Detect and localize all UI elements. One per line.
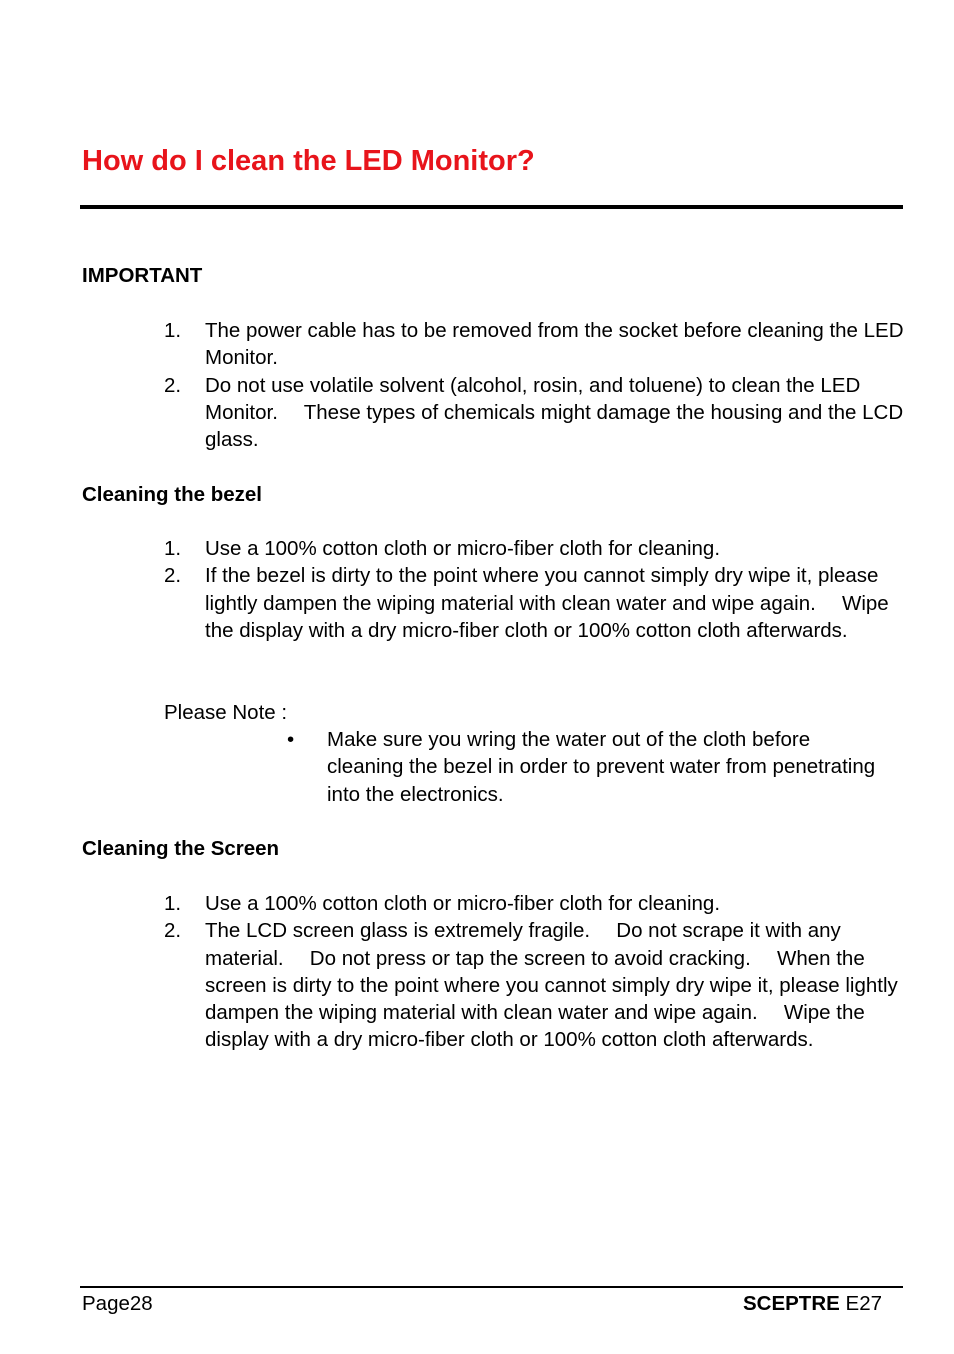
list-number: 1. [164, 319, 182, 342]
footer-divider [80, 1286, 903, 1288]
list-number: 2. [164, 373, 182, 397]
section-heading-important: IMPORTANT [82, 264, 203, 287]
list-text: The power cable has to be removed from the socket before cleaning the LED Monitor. [205, 319, 904, 370]
note-bullets [287, 726, 887, 808]
footer-brand-model [743, 1292, 882, 1316]
list-text: Do not use volatile solvent (alcohol, rosin, and toluene) to clean the LED Monitor. These types of chemicals might damage the housing and the LCD glass. [205, 373, 904, 452]
list-number: 1. [164, 892, 182, 915]
list-number: 2. [164, 919, 182, 943]
section-heading-screen: Cleaning the Screen [82, 837, 280, 860]
title-divider [80, 205, 903, 209]
list-item [164, 372, 909, 454]
section-heading-bezel: Cleaning the bezel [82, 483, 262, 506]
list-text: Use a 100% cotton cloth or micro-fiber cloth for cleaning. [205, 537, 721, 560]
page-title: How do I clean the LED Monitor? [82, 145, 535, 177]
list-number: 1. [164, 537, 182, 560]
bullet-icon: • [287, 728, 295, 751]
screen-list [164, 890, 909, 1054]
page-number: Page28 [82, 1292, 153, 1315]
list-item [164, 890, 909, 917]
important-list [164, 317, 909, 453]
list-number: 2. [164, 564, 182, 588]
list-item [164, 562, 909, 644]
model-name: E27 [845, 1292, 882, 1315]
list-item [164, 535, 909, 562]
list-text: The LCD screen glass is extremely fragile. Do not scrape it with any material. Do not press or tap the screen to avoid cracking. When the screen is dirty to the point where you cannot simply dry wipe it, please lightly dampen the wiping material with clean water and wipe again. Wipe the display with a dry micro-fiber cloth or 100% cotton cloth afterwards. [205, 919, 898, 1052]
list-item [164, 917, 909, 1053]
bullet-text: Make sure you wring the water out of the cloth before cleaning the bezel in order to prevent water from penetrating into the electronics. [327, 728, 876, 806]
bullet-item [287, 726, 887, 808]
list-text: If the bezel is dirty to the point where you cannot simply dry wipe it, please lightly dampen the wiping material with clean water and wipe again. Wipe the display with a dry micro-fiber cloth or 100% cotton cloth afterwards. [205, 564, 889, 642]
brand-name: SCEPTRE [742, 1292, 840, 1315]
bezel-list [164, 535, 909, 644]
note-label: Please Note : [164, 701, 288, 724]
list-item [164, 317, 909, 372]
list-text: Use a 100% cotton cloth or micro-fiber cloth for cleaning. [205, 892, 721, 915]
